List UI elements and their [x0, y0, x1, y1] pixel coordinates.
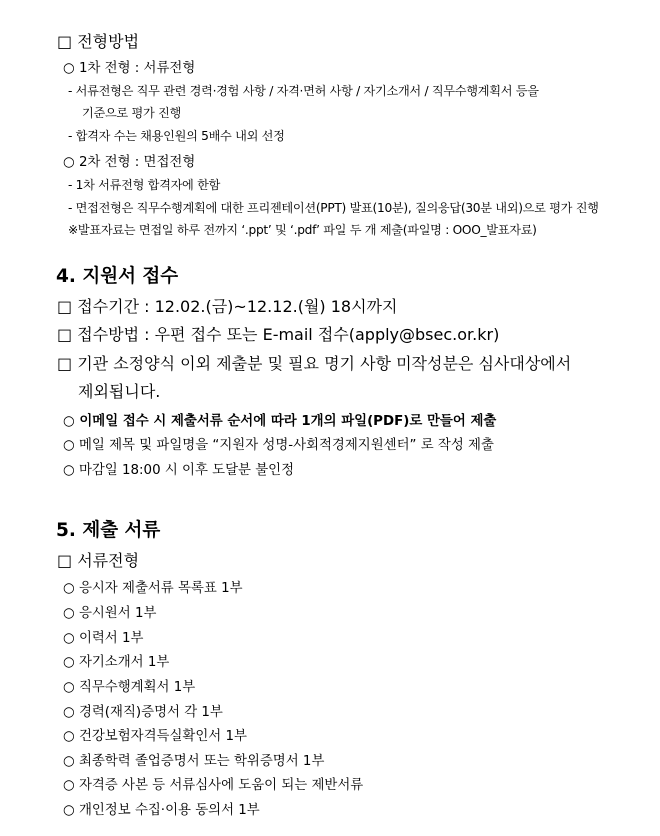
- document-list-item: ○ 자격증 사본 등 서류심사에 도움이 되는 제반서류: [63, 778, 364, 793]
- mail-title-bullet: ○ 메일 제목 및 파일명을 “지원자 성명-사회적경제지원센터” 로 작성 제출: [63, 438, 494, 453]
- stage1-heading: ○ 1차 전형 : 서류전형: [63, 61, 196, 76]
- exclusion-notice-line2: 제외됩니다.: [78, 382, 161, 401]
- document-list-item: ○ 응시원서 1부: [63, 606, 157, 621]
- document-list-item: ○ 이력서 1부: [63, 631, 144, 646]
- document-list-item: ○ 경력(재직)증명서 각 1부: [63, 705, 223, 720]
- screening-method-heading: □ 전형방법: [57, 32, 140, 51]
- stage2-note: ※발표자료는 면접일 하루 전까지 ‘.ppt’ 및 ‘.pdf’ 파일 두 개 제출(파일명 : OOO_발표자료): [68, 223, 537, 237]
- document-list-item: ○ 개인정보 수집·이용 동의서 1부: [63, 803, 260, 818]
- application-period: □ 접수기간 : 12.02.(금)~12.12.(월) 18시까지: [57, 297, 398, 316]
- document-list-item: ○ 응시자 제출서류 목록표 1부: [63, 581, 243, 596]
- email-submission-bullet: ○ 이메일 접수 시 제출서류 순서에 따라 1개의 파일(PDF)로 만들어 제출: [63, 414, 497, 429]
- document-list-item: ○ 건강보험자격득실확인서 1부: [63, 729, 247, 744]
- section4-title: 4. 지원서 접수: [56, 266, 179, 287]
- application-method: □ 접수방법 : 우편 접수 또는 E-mail 접수(apply@bsec.or.kr): [57, 325, 500, 344]
- stage2-description: - 면접전형은 직무수행계획에 대한 프리젠테이션(PPT) 발표(10분), 질의응답(30분 내외)으로 평가 진행: [68, 201, 599, 215]
- exclusion-notice-line1: □ 기관 소정양식 이외 제출분 및 필요 명기 사항 미작성분은 심사대상에서: [57, 354, 572, 373]
- stage2-target: - 1차 서류전형 합격자에 한함: [68, 178, 221, 192]
- stage1-description-line1: - 서류전형은 직무 관련 경력·경험 사항 / 자격·면허 사항 / 자기소개서 / 직무수행계획서 등을: [68, 84, 539, 98]
- document-list-item: ○ 자기소개서 1부: [63, 655, 170, 670]
- document-list-item: ○ 최종학력 졸업증명서 또는 학위증명서 1부: [63, 754, 325, 769]
- document-list-item: ○ 직무수행계획서 1부: [63, 680, 196, 695]
- stage2-heading: ○ 2차 전형 : 면접전형: [63, 155, 196, 170]
- document-screening-heading: □ 서류전형: [57, 551, 140, 570]
- section5-title: 5. 제출 서류: [56, 520, 161, 541]
- stage1-description-line2: 기준으로 평가 진행: [82, 106, 181, 120]
- stage1-pass-count: - 합격자 수는 채용인원의 5배수 내외 선정: [68, 129, 285, 143]
- deadline-bullet: ○ 마감일 18:00 시 이후 도달분 불인정: [63, 463, 295, 478]
